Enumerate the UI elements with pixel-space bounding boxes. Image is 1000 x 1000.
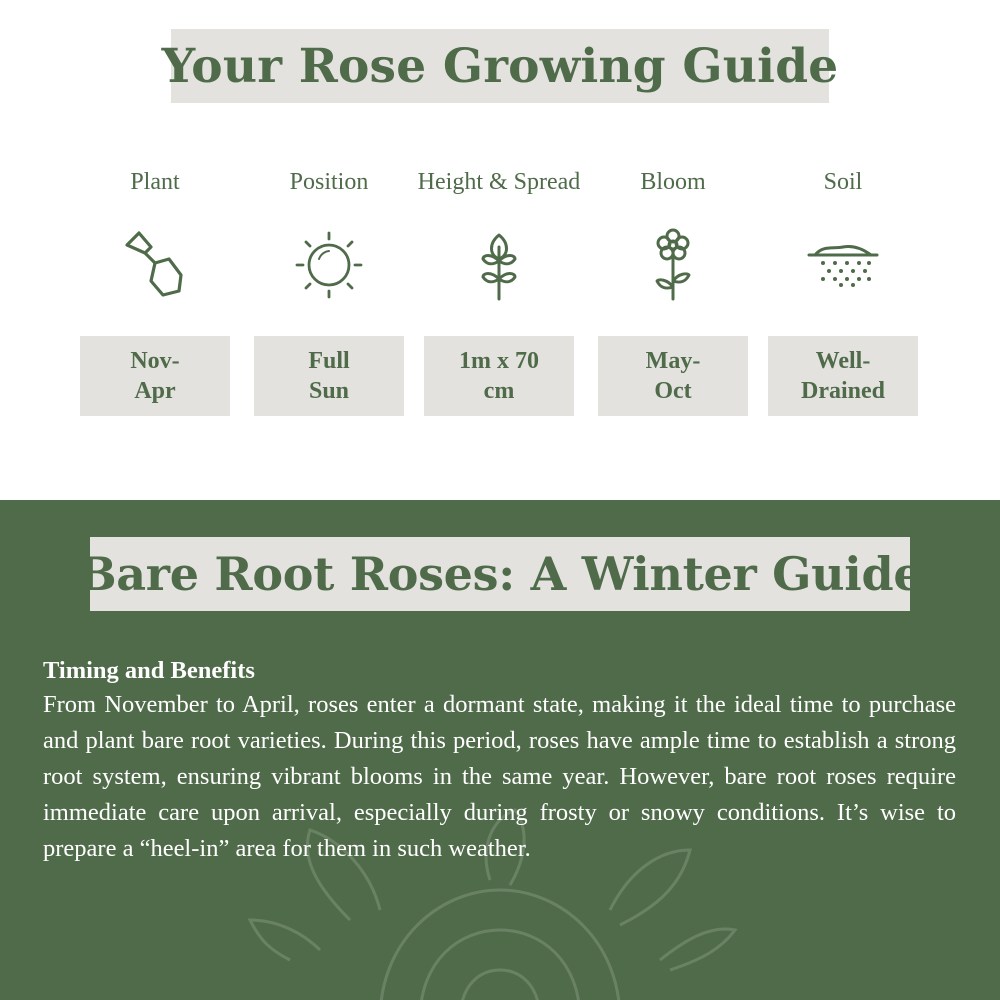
- guide-value: Full Sun: [254, 336, 404, 416]
- title-banner: [161, 29, 839, 103]
- guide-label: Plant: [130, 169, 180, 195]
- guide-value: May- Oct: [598, 336, 748, 416]
- guide-item-height-spread: [417, 160, 581, 416]
- soil-icon: [803, 225, 883, 305]
- sun-icon: [289, 225, 369, 305]
- guide-label: Bloom: [640, 169, 706, 195]
- guide-label: Soil: [823, 169, 863, 195]
- guide-item-position: [254, 160, 404, 416]
- trowel-icon: [115, 225, 195, 305]
- section-content: [43, 655, 956, 867]
- guide-value: Nov- Apr: [80, 336, 230, 416]
- guide-value: 1m x 70 cm: [424, 336, 574, 416]
- page-title: Your Rose Growing Guide: [161, 38, 839, 94]
- info-section: [0, 500, 1000, 1000]
- guide-label: Height & Spread: [417, 169, 581, 195]
- guide-value: Well- Drained: [768, 336, 918, 416]
- sprout-icon: [459, 225, 539, 305]
- section-body: From November to April, roses enter a dormant state, making it the ideal time to purchase and plant bare root varieties. During this period, roses have ample time to establish a strong root system, ensuring vibrant blooms in the same year. However, bare root roses require immediate care upon arrival, especially during frosty or snowy conditions. It’s wise to prepare a “heel-in” area for them in such weather.: [43, 691, 956, 862]
- flower-icon: [633, 225, 713, 305]
- section-title: Bare Root Roses: A Winter Guide: [77, 547, 923, 601]
- guide-item-soil: [768, 160, 918, 416]
- guide-item-plant: [80, 160, 230, 416]
- section-subheading: Timing and Benefits: [43, 657, 255, 684]
- guide-item-bloom: [598, 160, 748, 416]
- section-title-banner: [77, 537, 923, 611]
- guide-label: Position: [289, 169, 369, 195]
